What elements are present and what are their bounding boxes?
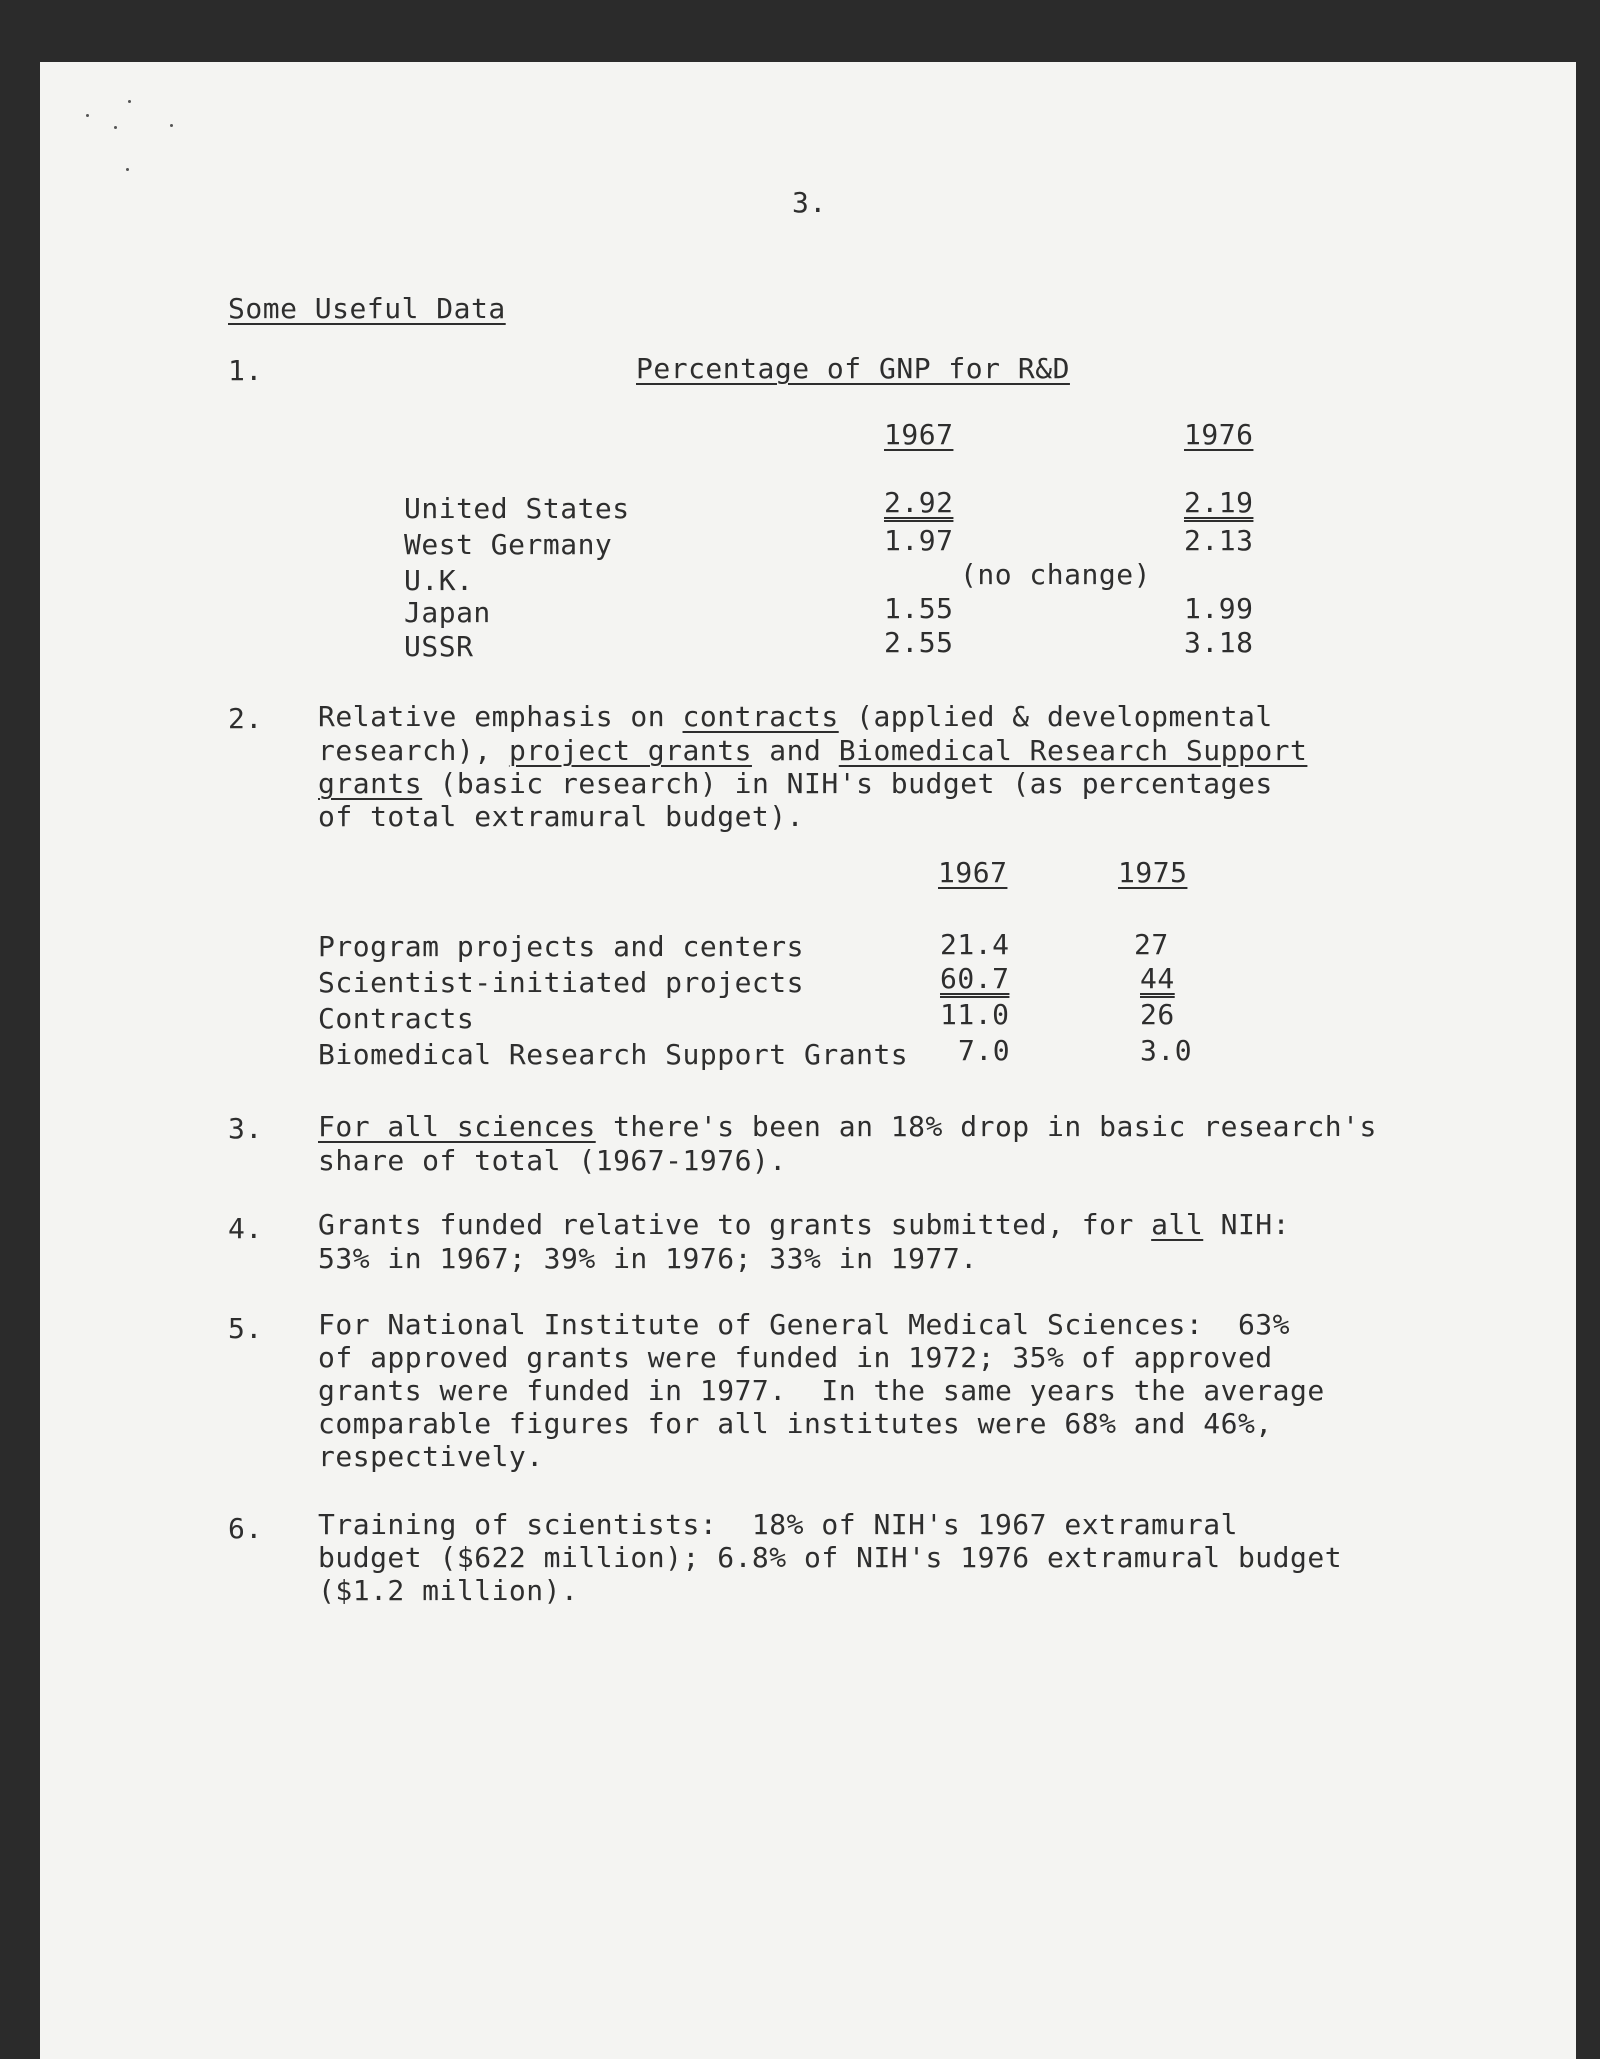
- paragraph-line: share of total (1967-1976).: [318, 1144, 787, 1177]
- cell-value: 3.18: [1184, 626, 1254, 659]
- page-number: 3.: [792, 186, 827, 219]
- cell-value: 7.0: [958, 1034, 1011, 1067]
- cell-value: 1.55: [884, 592, 954, 625]
- row-label: U.K.: [404, 564, 474, 597]
- speck: [114, 126, 117, 129]
- paragraph-line: of approved grants were funded in 1972; 35% of approved: [318, 1341, 1273, 1374]
- col-header-1967: 1967: [884, 418, 954, 451]
- speck: [86, 114, 89, 117]
- cell-value: 60.7: [940, 962, 1010, 995]
- item-number: 6.: [228, 1512, 263, 1545]
- paragraph-line: 53% in 1967; 39% in 1976; 33% in 1977.: [318, 1242, 978, 1275]
- row-label: Biomedical Research Support Grants: [318, 1038, 909, 1071]
- table-title: Percentage of GNP for R&D: [636, 352, 1070, 385]
- paragraph-line: comparable figures for all institutes were 68% and 46%,: [318, 1407, 1273, 1440]
- col-header-1967: 1967: [938, 856, 1008, 889]
- cell-value: 1.97: [884, 524, 954, 557]
- speck: [170, 124, 173, 127]
- speck: [126, 168, 129, 171]
- row-label: Japan: [404, 596, 491, 629]
- cell-value: 2.92: [884, 486, 954, 519]
- paragraph-line: research), project grants and Biomedical Research Support: [318, 734, 1308, 767]
- item-number: 5.: [228, 1312, 263, 1345]
- cell-value: 2.19: [1184, 486, 1254, 519]
- paragraph-line: For National Institute of General Medical Sciences: 63%: [318, 1308, 1291, 1341]
- item-number: 2.: [228, 702, 263, 735]
- row-label: Contracts: [318, 1002, 475, 1035]
- cell-value: 26: [1140, 998, 1175, 1031]
- cell-value: 3.0: [1140, 1034, 1193, 1067]
- item-number: 1.: [228, 354, 263, 387]
- cell-value: 1.99: [1184, 592, 1254, 625]
- row-label: West Germany: [404, 528, 613, 561]
- paragraph-line: grants (basic research) in NIH's budget (as percentages: [318, 767, 1273, 800]
- paragraph-line: of total extramural budget).: [318, 800, 805, 833]
- paragraph-line: Relative emphasis on contracts (applied & developmental: [318, 700, 1273, 733]
- cell-value: 11.0: [940, 998, 1010, 1031]
- cell-value: 21.4: [940, 928, 1010, 961]
- row-label: Scientist-initiated projects: [318, 966, 805, 999]
- cell-note: (no change): [960, 558, 1151, 591]
- cell-value: 2.55: [884, 626, 954, 659]
- document-page: [40, 62, 1576, 2059]
- row-label: USSR: [404, 630, 474, 663]
- cell-value: 2.13: [1184, 524, 1254, 557]
- col-header-1975: 1975: [1118, 856, 1188, 889]
- section-heading: Some Useful Data: [228, 292, 506, 325]
- paragraph-line: ($1.2 million).: [318, 1574, 579, 1607]
- paragraph-line: respectively.: [318, 1440, 544, 1473]
- paragraph-line: grants were funded in 1977. In the same years the average: [318, 1374, 1325, 1407]
- row-label: United States: [404, 492, 630, 525]
- speck: [128, 100, 131, 103]
- paragraph-line: budget ($622 million); 6.8% of NIH's 1976 extramural budget: [318, 1541, 1343, 1574]
- paragraph-line: Grants funded relative to grants submitted, for all NIH:: [318, 1208, 1291, 1241]
- item-number: 3.: [228, 1112, 263, 1145]
- item-number: 4.: [228, 1212, 263, 1245]
- cell-value: 44: [1140, 962, 1175, 995]
- cell-value: 27: [1134, 928, 1169, 961]
- paragraph-line: Training of scientists: 18% of NIH's 1967 extramural: [318, 1508, 1238, 1541]
- paragraph-line: For all sciences there's been an 18% drop in basic research's: [318, 1110, 1377, 1143]
- col-header-1976: 1976: [1184, 418, 1254, 451]
- row-label: Program projects and centers: [318, 930, 805, 963]
